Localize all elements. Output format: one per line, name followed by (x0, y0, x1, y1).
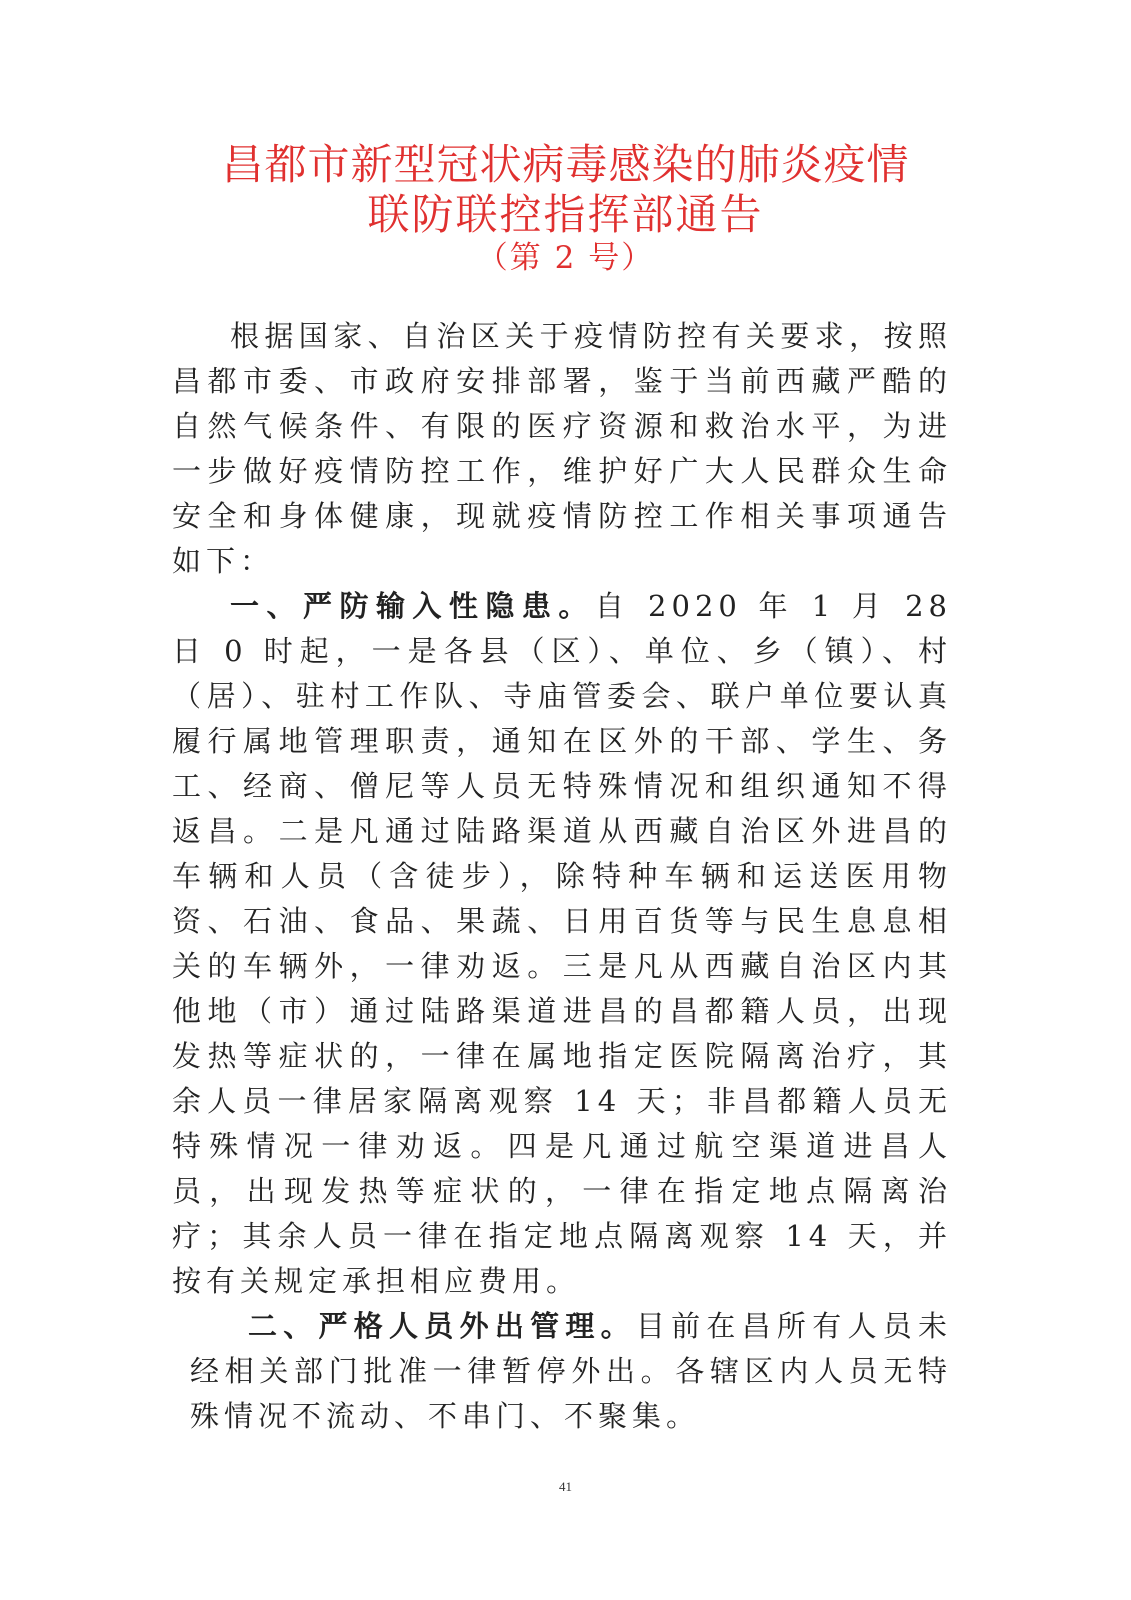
intro-paragraph: 根据国家、自治区关于疫情防控有关要求，按照昌都市委、市政府安排部署，鉴于当前西藏严酷的自然气候条件、有限的医疗资源和救治水平，为进一步做好疫情防控工作，维护好广大人民群众生命安全和身体健康，现就疫情防控工作相关事项通告如下： (172, 319, 952, 578)
section-2-paragraph (172, 1304, 952, 1439)
section-1-heading: 一、严防输入性隐患。 (230, 589, 595, 623)
page-number: 41 (559, 1479, 572, 1494)
notice-body (172, 314, 952, 1439)
section-2-text: 目前在昌所有人员未经相关部门批准一律暂停外出。各辖区内人员无特殊情况不流动、不串门、不聚集。 (190, 1309, 952, 1433)
section-1-paragraph (172, 584, 952, 1304)
section-1-text: 自 2020 年 1 月 28 日 0 时起，一是各县（区）、单位、乡（镇）、村（居）、驻村工作队、寺庙管委会、联户单位要认真履行属地管理职责，通知在区外的干部、学生、务工、经商、僧尼等人员无特殊情况和组织通知不得返昌。二是凡通过陆路渠道从西藏自治区外进昌的车辆和人员（含徒步），除特种车辆和运送医用物资、石油、食品、果蔬、日用百货等与民生息息相关的车辆外，一律劝返。三是凡从西藏自治区内其他地（市）通过陆路渠道进昌的昌都籍人员，出现发热等症状的，一律在属地指定医院隔离治疗，其余人员一律居家隔离观察 14 天；非昌都籍人员无特殊情况一律劝返。四是凡通过航空渠道进昌人员，出现发热等症状的，一律在指定地点隔离治疗；其余人员一律在指定地点隔离观察 14 天，并按有关规定承担相应费用。 (172, 589, 952, 1298)
notice-title-line-2: 联防联控指挥部通告 (367, 190, 764, 239)
notice-number: （第 2 号） (476, 240, 655, 276)
notice-title-line-1: 昌都市新型冠状病毒感染的肺炎疫情 (221, 140, 910, 189)
section-2-heading: 二、严格人员外出管理。 (248, 1309, 636, 1343)
